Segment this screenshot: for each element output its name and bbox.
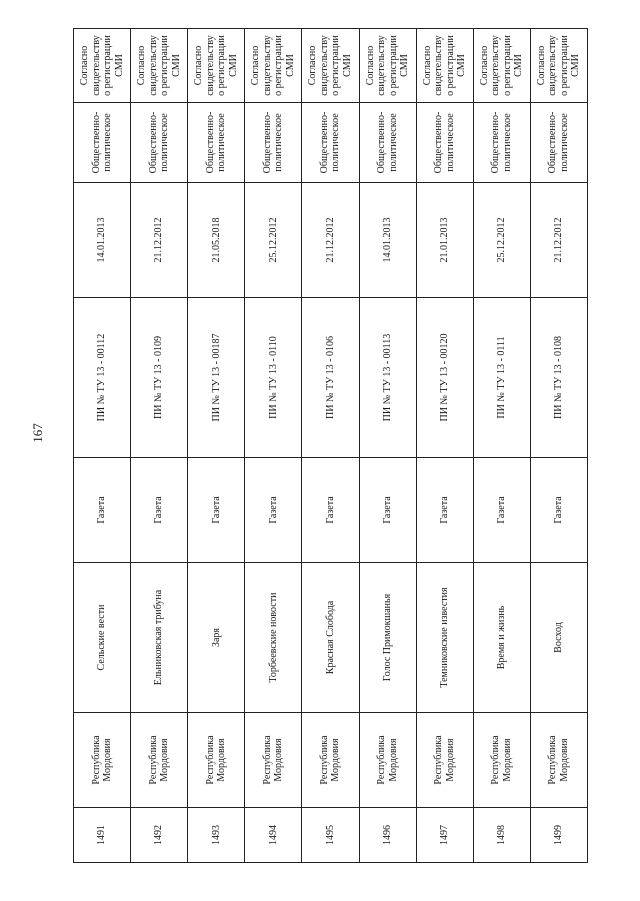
registration-date-cell: 25.12.2012 bbox=[245, 183, 302, 298]
registration-number-cell: ПИ № ТУ 13 - 0110 bbox=[245, 298, 302, 458]
region-cell: Республика Мордовия bbox=[302, 713, 359, 808]
basis-cell: Согласно свидетельству о регистрации СМИ bbox=[530, 29, 587, 103]
focus-cell: Общественно-политическое bbox=[530, 103, 587, 183]
table-row bbox=[302, 29, 359, 863]
region-cell: Республика Мордовия bbox=[359, 713, 416, 808]
basis-cell: Согласно свидетельству о регистрации СМИ bbox=[245, 29, 302, 103]
row-number-cell: 1499 bbox=[530, 808, 587, 863]
basis-cell: Согласно свидетельству о регистрации СМИ bbox=[359, 29, 416, 103]
row-number-cell: 1496 bbox=[359, 808, 416, 863]
registration-date-cell: 21.05.2018 bbox=[188, 183, 245, 298]
region-cell: Республика Мордовия bbox=[188, 713, 245, 808]
media-title-cell: Заря bbox=[188, 563, 245, 713]
focus-cell: Общественно-политическое bbox=[74, 103, 131, 183]
document-table-region bbox=[73, 29, 588, 863]
table-row bbox=[359, 29, 416, 863]
registration-number-cell: ПИ № ТУ 13 - 00120 bbox=[416, 298, 473, 458]
row-number-cell: 1495 bbox=[302, 808, 359, 863]
media-title-cell: Темниковские известия bbox=[416, 563, 473, 713]
media-registry-table bbox=[73, 28, 588, 863]
row-number-cell: 1493 bbox=[188, 808, 245, 863]
focus-cell: Общественно-политическое bbox=[359, 103, 416, 183]
table-row bbox=[245, 29, 302, 863]
media-title-cell: Торбеевские новости bbox=[245, 563, 302, 713]
registration-date-cell: 14.01.2013 bbox=[74, 183, 131, 298]
row-number-cell: 1498 bbox=[473, 808, 530, 863]
rotated-table-container bbox=[73, 29, 588, 863]
registration-date-cell: 25.12.2012 bbox=[473, 183, 530, 298]
registration-date-cell: 14.01.2013 bbox=[359, 183, 416, 298]
row-number-cell: 1492 bbox=[131, 808, 188, 863]
registration-date-cell: 21.12.2012 bbox=[302, 183, 359, 298]
media-type-cell: Газета bbox=[74, 458, 131, 563]
table-row bbox=[473, 29, 530, 863]
focus-cell: Общественно-политическое bbox=[473, 103, 530, 183]
focus-cell: Общественно-политическое bbox=[245, 103, 302, 183]
table-row bbox=[530, 29, 587, 863]
media-title-cell: Красная Слобода bbox=[302, 563, 359, 713]
registration-date-cell: 21.01.2013 bbox=[416, 183, 473, 298]
media-type-cell: Газета bbox=[359, 458, 416, 563]
media-type-cell: Газета bbox=[530, 458, 587, 563]
registration-number-cell: ПИ № ТУ 13 - 00113 bbox=[359, 298, 416, 458]
region-cell: Республика Мордовия bbox=[74, 713, 131, 808]
registration-date-cell: 21.12.2012 bbox=[131, 183, 188, 298]
media-title-cell: Голос Примокшанья bbox=[359, 563, 416, 713]
region-cell: Республика Мордовия bbox=[530, 713, 587, 808]
basis-cell: Согласно свидетельству о регистрации СМИ bbox=[74, 29, 131, 103]
media-title-cell: Время и жизнь bbox=[473, 563, 530, 713]
registration-number-cell: ПИ № ТУ 13 - 0106 bbox=[302, 298, 359, 458]
table-row bbox=[74, 29, 131, 863]
registration-number-cell: ПИ № ТУ 13 - 00112 bbox=[74, 298, 131, 458]
region-cell: Республика Мордовия bbox=[131, 713, 188, 808]
media-type-cell: Газета bbox=[131, 458, 188, 563]
registration-number-cell: ПИ № ТУ 13 - 0109 bbox=[131, 298, 188, 458]
region-cell: Республика Мордовия bbox=[416, 713, 473, 808]
basis-cell: Согласно свидетельству о регистрации СМИ bbox=[302, 29, 359, 103]
registration-number-cell: ПИ № ТУ 13 - 0111 bbox=[473, 298, 530, 458]
media-type-cell: Газета bbox=[416, 458, 473, 563]
media-type-cell: Газета bbox=[188, 458, 245, 563]
focus-cell: Общественно-политическое bbox=[188, 103, 245, 183]
table-row bbox=[416, 29, 473, 863]
row-number-cell: 1497 bbox=[416, 808, 473, 863]
basis-cell: Согласно свидетельству о регистрации СМИ bbox=[188, 29, 245, 103]
registration-date-cell: 21.12.2012 bbox=[530, 183, 587, 298]
basis-cell: Согласно свидетельству о регистрации СМИ bbox=[131, 29, 188, 103]
registration-number-cell: ПИ № ТУ 13 - 00187 bbox=[188, 298, 245, 458]
focus-cell: Общественно-политическое bbox=[131, 103, 188, 183]
media-type-cell: Газета bbox=[245, 458, 302, 563]
basis-cell: Согласно свидетельству о регистрации СМИ bbox=[416, 29, 473, 103]
basis-cell: Согласно свидетельству о регистрации СМИ bbox=[473, 29, 530, 103]
media-type-cell: Газета bbox=[302, 458, 359, 563]
media-title-cell: Сельские вести bbox=[74, 563, 131, 713]
page-number: 167 bbox=[29, 423, 45, 443]
region-cell: Республика Мордовия bbox=[245, 713, 302, 808]
row-number-cell: 1494 bbox=[245, 808, 302, 863]
media-type-cell: Газета bbox=[473, 458, 530, 563]
focus-cell: Общественно-политическое bbox=[302, 103, 359, 183]
row-number-cell: 1491 bbox=[74, 808, 131, 863]
focus-cell: Общественно-политическое bbox=[416, 103, 473, 183]
media-title-cell: Ельниковская трибуна bbox=[131, 563, 188, 713]
media-title-cell: Восход bbox=[530, 563, 587, 713]
table-row bbox=[131, 29, 188, 863]
registration-number-cell: ПИ № ТУ 13 - 0108 bbox=[530, 298, 587, 458]
region-cell: Республика Мордовия bbox=[473, 713, 530, 808]
table-row bbox=[188, 29, 245, 863]
